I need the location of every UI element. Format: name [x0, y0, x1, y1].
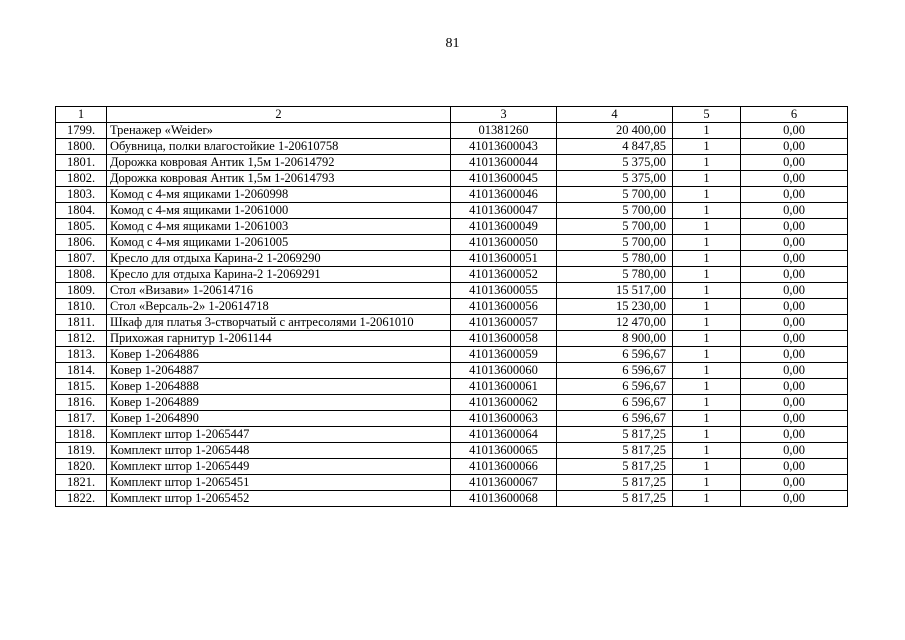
quantity-cell: 1: [673, 219, 741, 235]
residual-value-cell: 0,00: [741, 283, 848, 299]
row-number-cell: 1799.: [56, 123, 107, 139]
inventory-table-body: [56, 107, 848, 507]
price-cell: 5 700,00: [557, 219, 673, 235]
residual-value-cell: 0,00: [741, 491, 848, 507]
item-name-cell: Ковер 1-2064887: [107, 363, 451, 379]
item-name-cell: Ковер 1-2064886: [107, 347, 451, 363]
table-row: [56, 443, 848, 459]
page-number: 81: [445, 36, 460, 51]
price-cell: 15 230,00: [557, 299, 673, 315]
item-name-cell: Комплект штор 1-2065449: [107, 459, 451, 475]
table-row: [56, 395, 848, 411]
header-cell-1: 1: [56, 107, 107, 123]
row-number-cell: 1822.: [56, 491, 107, 507]
table-row: [56, 283, 848, 299]
inventory-code-cell: 41013600045: [451, 171, 557, 187]
row-number-cell: 1812.: [56, 331, 107, 347]
quantity-cell: 1: [673, 251, 741, 267]
quantity-cell: 1: [673, 491, 741, 507]
price-cell: 6 596,67: [557, 363, 673, 379]
table-row: [56, 491, 848, 507]
table-row: [56, 331, 848, 347]
quantity-cell: 1: [673, 267, 741, 283]
table-row: [56, 139, 848, 155]
item-name-cell: Ковер 1-2064888: [107, 379, 451, 395]
quantity-cell: 1: [673, 395, 741, 411]
row-number-cell: 1815.: [56, 379, 107, 395]
table-header-row: [56, 107, 848, 123]
price-cell: 5 817,25: [557, 491, 673, 507]
price-cell: 5 817,25: [557, 427, 673, 443]
table-row: [56, 379, 848, 395]
row-number-cell: 1819.: [56, 443, 107, 459]
table-row: [56, 235, 848, 251]
quantity-cell: 1: [673, 427, 741, 443]
item-name-cell: Обувница, полки влагостойкие 1-20610758: [107, 139, 451, 155]
table-row: [56, 171, 848, 187]
item-name-cell: Стол «Визави» 1-20614716: [107, 283, 451, 299]
table-row: [56, 363, 848, 379]
residual-value-cell: 0,00: [741, 203, 848, 219]
price-cell: 5 375,00: [557, 155, 673, 171]
quantity-cell: 1: [673, 331, 741, 347]
table-row: [56, 187, 848, 203]
price-cell: 15 517,00: [557, 283, 673, 299]
table-row: [56, 315, 848, 331]
row-number-cell: 1803.: [56, 187, 107, 203]
quantity-cell: 1: [673, 235, 741, 251]
price-cell: 5 780,00: [557, 267, 673, 283]
table-row: [56, 459, 848, 475]
quantity-cell: 1: [673, 315, 741, 331]
residual-value-cell: 0,00: [741, 219, 848, 235]
residual-value-cell: 0,00: [741, 187, 848, 203]
table-row: [56, 411, 848, 427]
quantity-cell: 1: [673, 171, 741, 187]
table-row: [56, 123, 848, 139]
quantity-cell: 1: [673, 459, 741, 475]
item-name-cell: Стол «Версаль-2» 1-20614718: [107, 299, 451, 315]
header-cell-3: 3: [451, 107, 557, 123]
price-cell: 20 400,00: [557, 123, 673, 139]
price-cell: 12 470,00: [557, 315, 673, 331]
item-name-cell: Шкаф для платья 3-створчатый с антресолями 1-2061010: [107, 315, 451, 331]
row-number-cell: 1821.: [56, 475, 107, 491]
item-name-cell: Комод с 4-мя ящиками 1-2061000: [107, 203, 451, 219]
item-name-cell: Комод с 4-мя ящиками 1-2061003: [107, 219, 451, 235]
row-number-cell: 1807.: [56, 251, 107, 267]
price-cell: 4 847,85: [557, 139, 673, 155]
inventory-code-cell: 41013600060: [451, 363, 557, 379]
residual-value-cell: 0,00: [741, 331, 848, 347]
quantity-cell: 1: [673, 187, 741, 203]
residual-value-cell: 0,00: [741, 171, 848, 187]
quantity-cell: 1: [673, 155, 741, 171]
row-number-cell: 1811.: [56, 315, 107, 331]
inventory-code-cell: 41013600051: [451, 251, 557, 267]
item-name-cell: Комплект штор 1-2065447: [107, 427, 451, 443]
item-name-cell: Дорожка ковровая Антик 1,5м 1-20614792: [107, 155, 451, 171]
item-name-cell: Дорожка ковровая Антик 1,5м 1-20614793: [107, 171, 451, 187]
table-row: [56, 475, 848, 491]
row-number-cell: 1818.: [56, 427, 107, 443]
residual-value-cell: 0,00: [741, 379, 848, 395]
price-cell: 6 596,67: [557, 379, 673, 395]
item-name-cell: Комод с 4-мя ящиками 1-2061005: [107, 235, 451, 251]
item-name-cell: Комплект штор 1-2065448: [107, 443, 451, 459]
item-name-cell: Тренажер «Weider»: [107, 123, 451, 139]
quantity-cell: 1: [673, 299, 741, 315]
residual-value-cell: 0,00: [741, 427, 848, 443]
inventory-table: [55, 106, 848, 507]
inventory-code-cell: 41013600043: [451, 139, 557, 155]
row-number-cell: 1816.: [56, 395, 107, 411]
inventory-code-cell: 41013600046: [451, 187, 557, 203]
quantity-cell: 1: [673, 123, 741, 139]
inventory-code-cell: 41013600068: [451, 491, 557, 507]
row-number-cell: 1820.: [56, 459, 107, 475]
price-cell: 5 817,25: [557, 475, 673, 491]
residual-value-cell: 0,00: [741, 251, 848, 267]
quantity-cell: 1: [673, 283, 741, 299]
row-number-cell: 1814.: [56, 363, 107, 379]
item-name-cell: Кресло для отдыха Карина-2 1-2069291: [107, 267, 451, 283]
row-number-cell: 1810.: [56, 299, 107, 315]
inventory-code-cell: 41013600058: [451, 331, 557, 347]
row-number-cell: 1817.: [56, 411, 107, 427]
row-number-cell: 1802.: [56, 171, 107, 187]
price-cell: 6 596,67: [557, 395, 673, 411]
header-cell-2: 2: [107, 107, 451, 123]
inventory-code-cell: 41013600065: [451, 443, 557, 459]
inventory-code-cell: 41013600059: [451, 347, 557, 363]
price-cell: 5 700,00: [557, 235, 673, 251]
price-cell: 5 700,00: [557, 187, 673, 203]
residual-value-cell: 0,00: [741, 459, 848, 475]
inventory-code-cell: 41013600064: [451, 427, 557, 443]
row-number-cell: 1804.: [56, 203, 107, 219]
inventory-code-cell: 41013600050: [451, 235, 557, 251]
row-number-cell: 1813.: [56, 347, 107, 363]
row-number-cell: 1808.: [56, 267, 107, 283]
residual-value-cell: 0,00: [741, 475, 848, 491]
quantity-cell: 1: [673, 139, 741, 155]
row-number-cell: 1809.: [56, 283, 107, 299]
inventory-code-cell: 41013600052: [451, 267, 557, 283]
quantity-cell: 1: [673, 475, 741, 491]
inventory-code-cell: 41013600049: [451, 219, 557, 235]
item-name-cell: Прихожая гарнитур 1-2061144: [107, 331, 451, 347]
item-name-cell: Комплект штор 1-2065452: [107, 491, 451, 507]
inventory-code-cell: 41013600044: [451, 155, 557, 171]
inventory-code-cell: 01381260: [451, 123, 557, 139]
table-row: [56, 347, 848, 363]
price-cell: 5 700,00: [557, 203, 673, 219]
price-cell: 5 817,25: [557, 443, 673, 459]
table-row: [56, 155, 848, 171]
residual-value-cell: 0,00: [741, 235, 848, 251]
header-cell-6: 6: [741, 107, 848, 123]
item-name-cell: Ковер 1-2064890: [107, 411, 451, 427]
residual-value-cell: 0,00: [741, 363, 848, 379]
header-cell-4: 4: [557, 107, 673, 123]
quantity-cell: 1: [673, 443, 741, 459]
price-cell: 6 596,67: [557, 411, 673, 427]
residual-value-cell: 0,00: [741, 155, 848, 171]
residual-value-cell: 0,00: [741, 411, 848, 427]
table-row: [56, 299, 848, 315]
quantity-cell: 1: [673, 379, 741, 395]
item-name-cell: Комод с 4-мя ящиками 1-2060998: [107, 187, 451, 203]
table-row: [56, 251, 848, 267]
table-row: [56, 219, 848, 235]
residual-value-cell: 0,00: [741, 267, 848, 283]
inventory-code-cell: 41013600067: [451, 475, 557, 491]
price-cell: 8 900,00: [557, 331, 673, 347]
residual-value-cell: 0,00: [741, 395, 848, 411]
price-cell: 5 817,25: [557, 459, 673, 475]
price-cell: 5 375,00: [557, 171, 673, 187]
quantity-cell: 1: [673, 363, 741, 379]
inventory-code-cell: 41013600047: [451, 203, 557, 219]
inventory-code-cell: 41013600063: [451, 411, 557, 427]
price-cell: 5 780,00: [557, 251, 673, 267]
inventory-code-cell: 41013600055: [451, 283, 557, 299]
inventory-code-cell: 41013600056: [451, 299, 557, 315]
table-row: [56, 267, 848, 283]
item-name-cell: Комплект штор 1-2065451: [107, 475, 451, 491]
residual-value-cell: 0,00: [741, 139, 848, 155]
quantity-cell: 1: [673, 203, 741, 219]
quantity-cell: 1: [673, 411, 741, 427]
inventory-code-cell: 41013600057: [451, 315, 557, 331]
row-number-cell: 1805.: [56, 219, 107, 235]
item-name-cell: Кресло для отдыха Карина-2 1-2069290: [107, 251, 451, 267]
row-number-cell: 1800.: [56, 139, 107, 155]
table-row: [56, 427, 848, 443]
inventory-code-cell: 41013600062: [451, 395, 557, 411]
item-name-cell: Ковер 1-2064889: [107, 395, 451, 411]
quantity-cell: 1: [673, 347, 741, 363]
inventory-code-cell: 41013600061: [451, 379, 557, 395]
row-number-cell: 1801.: [56, 155, 107, 171]
inventory-code-cell: 41013600066: [451, 459, 557, 475]
residual-value-cell: 0,00: [741, 443, 848, 459]
residual-value-cell: 0,00: [741, 315, 848, 331]
row-number-cell: 1806.: [56, 235, 107, 251]
table-row: [56, 203, 848, 219]
header-cell-5: 5: [673, 107, 741, 123]
price-cell: 6 596,67: [557, 347, 673, 363]
residual-value-cell: 0,00: [741, 299, 848, 315]
residual-value-cell: 0,00: [741, 123, 848, 139]
residual-value-cell: 0,00: [741, 347, 848, 363]
